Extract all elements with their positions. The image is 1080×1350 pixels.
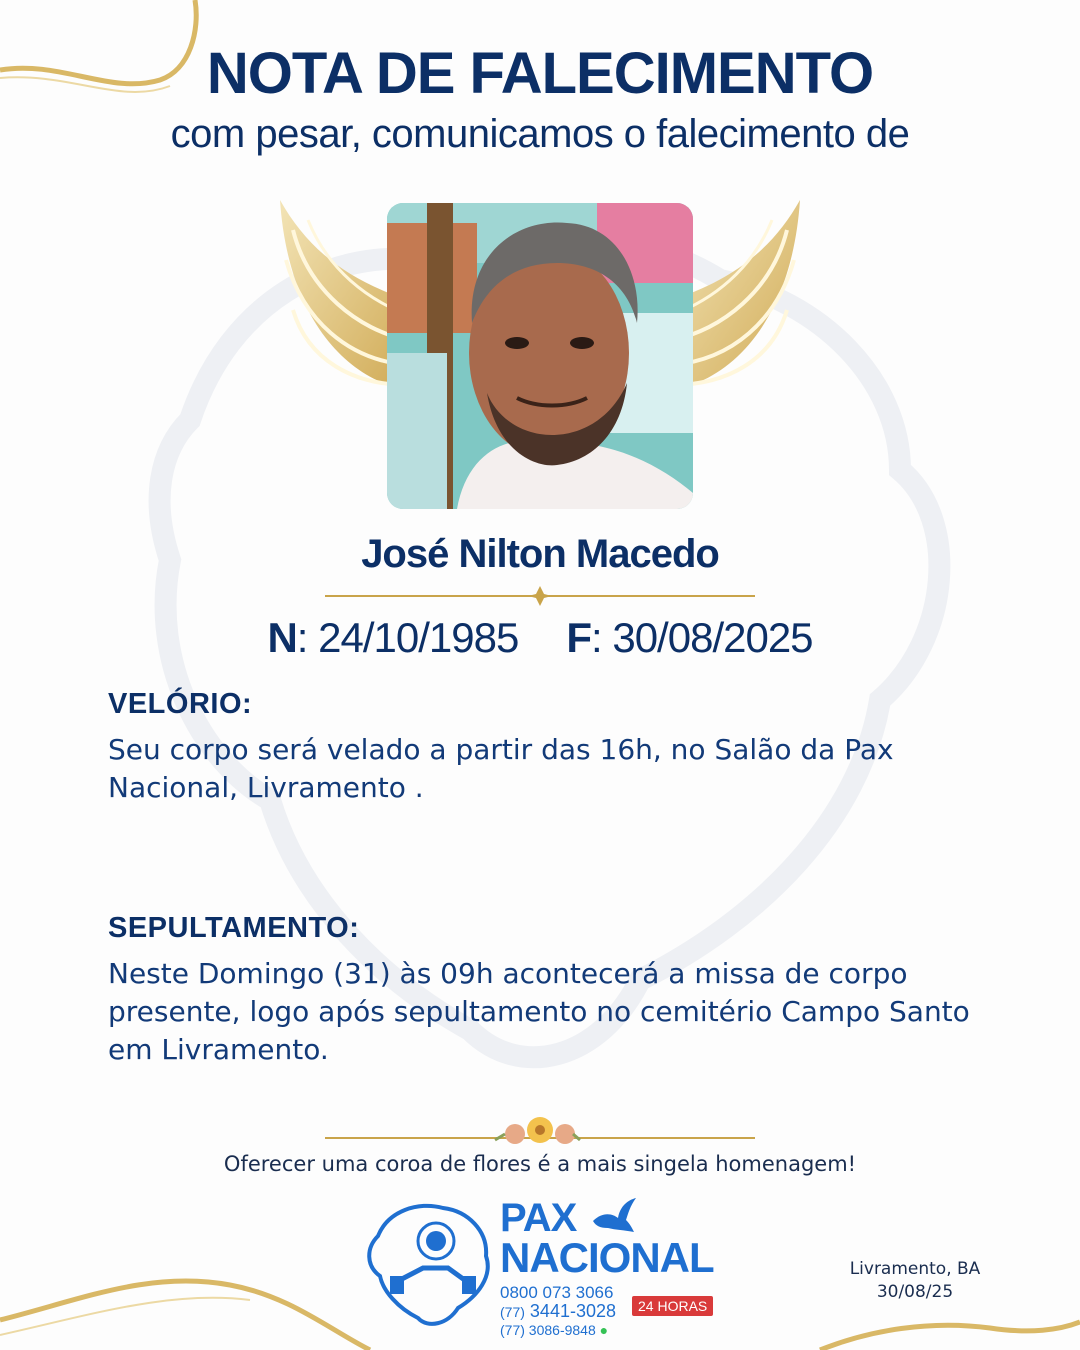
phone2-area: (77) <box>500 1304 525 1320</box>
death-label: F <box>566 614 591 661</box>
birth-date: : 24/10/1985 <box>296 614 519 661</box>
page-title: NOTA DE FALECIMENTO <box>206 41 874 106</box>
brand-line1: PAX <box>500 1196 577 1240</box>
brand-line2: NACIONAL <box>500 1234 714 1281</box>
flower-divider <box>325 1108 755 1158</box>
deceased-photo <box>387 203 693 509</box>
phone3: 3086-9848 <box>528 1322 596 1338</box>
velorio-text: Seu corpo será velado a partir das 16h, no Salão da Pax Nacional, Livramento . <box>108 733 894 804</box>
deceased-name: José Nilton Macedo <box>361 532 719 576</box>
life-dates <box>0 614 1080 662</box>
gold-divider <box>325 584 755 608</box>
velorio-heading: VELÓRIO: <box>108 688 253 720</box>
death-date: : 30/08/2025 <box>591 614 813 661</box>
page-subtitle: com pesar, comunicamos o falecimento de <box>170 112 910 156</box>
phone3-area: (77) <box>500 1322 525 1338</box>
dove-icon <box>588 1196 638 1236</box>
sepultamento-text: Neste Domingo (31) às 09h acontecerá a missa de corpo presente, logo após sepultamento no cemitério Campo Santo em Livramento. <box>108 957 970 1066</box>
sepultamento-section <box>108 912 988 1069</box>
whatsapp-icon: ● <box>599 1322 609 1338</box>
gold-swoosh-bottom-right <box>820 1322 1080 1350</box>
sepultamento-heading: SEPULTAMENTO: <box>108 912 360 944</box>
velorio-section <box>108 688 988 807</box>
tribute-text: Oferecer uma coroa de flores é a mais singela homenagem! <box>223 1152 857 1176</box>
flower-icon <box>495 1117 580 1144</box>
notice-date: 30/08/25 <box>876 1282 954 1302</box>
phone2: 3441-3028 <box>529 1301 617 1321</box>
birth-label: N <box>267 614 297 661</box>
brazil-map-icon <box>358 1196 498 1331</box>
location-date <box>830 1258 1000 1304</box>
24h-badge: 24 HORAS <box>632 1296 713 1316</box>
phone-tollfree: 0800 073 3066 <box>500 1283 614 1302</box>
handshake-icon <box>390 1268 476 1294</box>
location-text: Livramento, BA <box>849 1259 981 1279</box>
gold-swoosh-bottom-left <box>0 1281 370 1350</box>
